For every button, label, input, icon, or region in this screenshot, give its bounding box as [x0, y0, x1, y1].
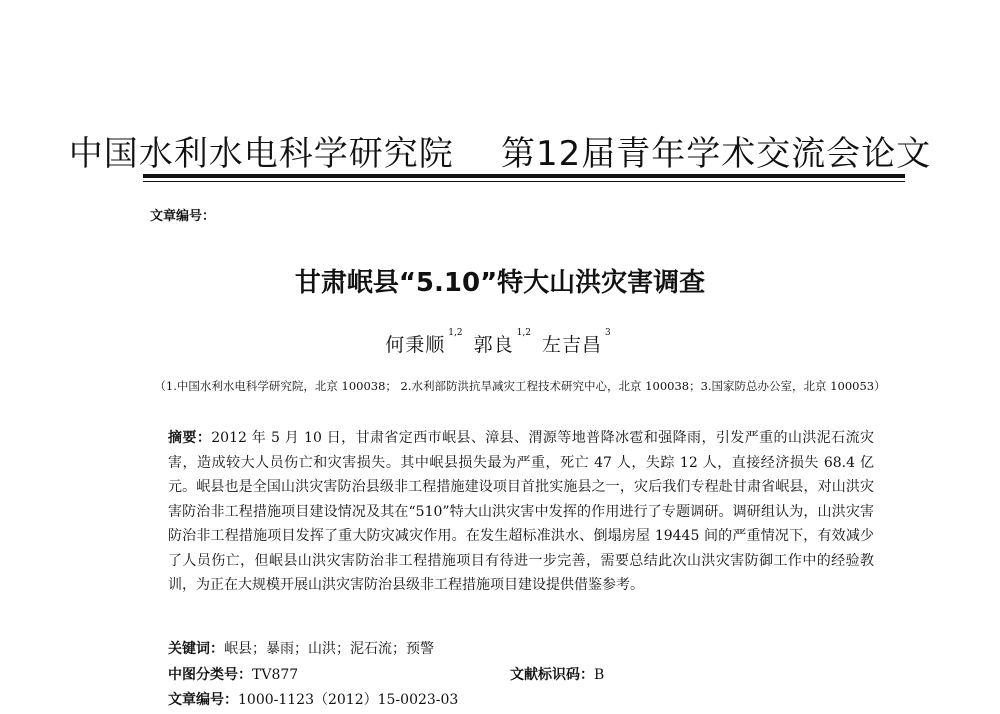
- journal-header-title: 中国水利水电科学研究院 第12届青年学术交流会论文: [68, 134, 932, 174]
- header-rule-thick: [143, 174, 905, 178]
- doc-code-line: [510, 664, 604, 684]
- classification-line: [168, 664, 298, 684]
- header-rule-thin: [143, 181, 905, 182]
- abstract-label: 摘要：: [168, 430, 212, 446]
- classification-label: 中图分类号：: [168, 667, 252, 683]
- keywords-line: [168, 638, 434, 658]
- doc-code-label: 文献标识码：: [510, 667, 594, 683]
- keywords-text: 岷县；暴雨；山洪；泥石流；预警: [224, 641, 434, 657]
- classification-value: TV877: [252, 667, 299, 683]
- abstract-text: 2012 年 5 月 10 日，甘肃省定西市岷县、漳县、渭源等地普降冰雹和强降雨，引发严重的山洪泥石流灾害，造成较大人员伤亡和灾害损失。其中岷县损失最为严重，死亡 47 人，失踪 12 人，直接经济损失 68.4 亿元。岷县也是全国山洪灾害防治县级非工程措施建设项目首批实施县之一，灾后我们专程赴甘肃省岷县，对山洪灾害防治非工程措施项目建设情况及其在“510”特大山洪灾害中发挥的作用进行了专题调研。调研组认为，山洪灾害防治非工程措施项目发挥了重大防灾减灾作用。在发生超标准洪水、倒塌房屋 19445 间的严重情况下，有效减少了人员伤亡，但岷县山洪灾害防治非工程措施项目有待进一步完善，需要总结此次山洪灾害防御工作中的经验教训，为正在大规模开展山洪灾害防治县级非工程措施项目建设提供借鉴参考。: [168, 430, 875, 593]
- author-name: 何秉顺: [385, 334, 446, 356]
- affiliations: （1.中国水利水电科学研究院，北京 100038； 2.水利部防洪抗旱减灾工程技术研究中心，北京 100038；3.国家防总办公室，北京 100053）: [154, 379, 886, 393]
- author-name: 郭良: [473, 334, 514, 356]
- article-number-value: 1000-1123（2012）15-0023-03: [238, 692, 459, 708]
- author-affiliation-mark: 3: [605, 328, 611, 338]
- paper-title: 甘肃岷县“5.10”特大山洪灾害调查: [294, 268, 706, 298]
- keywords-label: 关键词：: [168, 641, 224, 657]
- doc-code-value: B: [594, 667, 605, 683]
- article-number-label: 文章编号：: [150, 209, 216, 224]
- author-name: 左吉昌: [542, 334, 603, 356]
- article-number-line: [168, 689, 458, 709]
- author-affiliation-mark: 1,2: [448, 328, 463, 338]
- abstract: [168, 426, 874, 598]
- author-affiliation-mark: 1,2: [516, 328, 531, 338]
- article-number-line-label: 文章编号：: [168, 692, 238, 708]
- author-list: [0, 330, 1000, 357]
